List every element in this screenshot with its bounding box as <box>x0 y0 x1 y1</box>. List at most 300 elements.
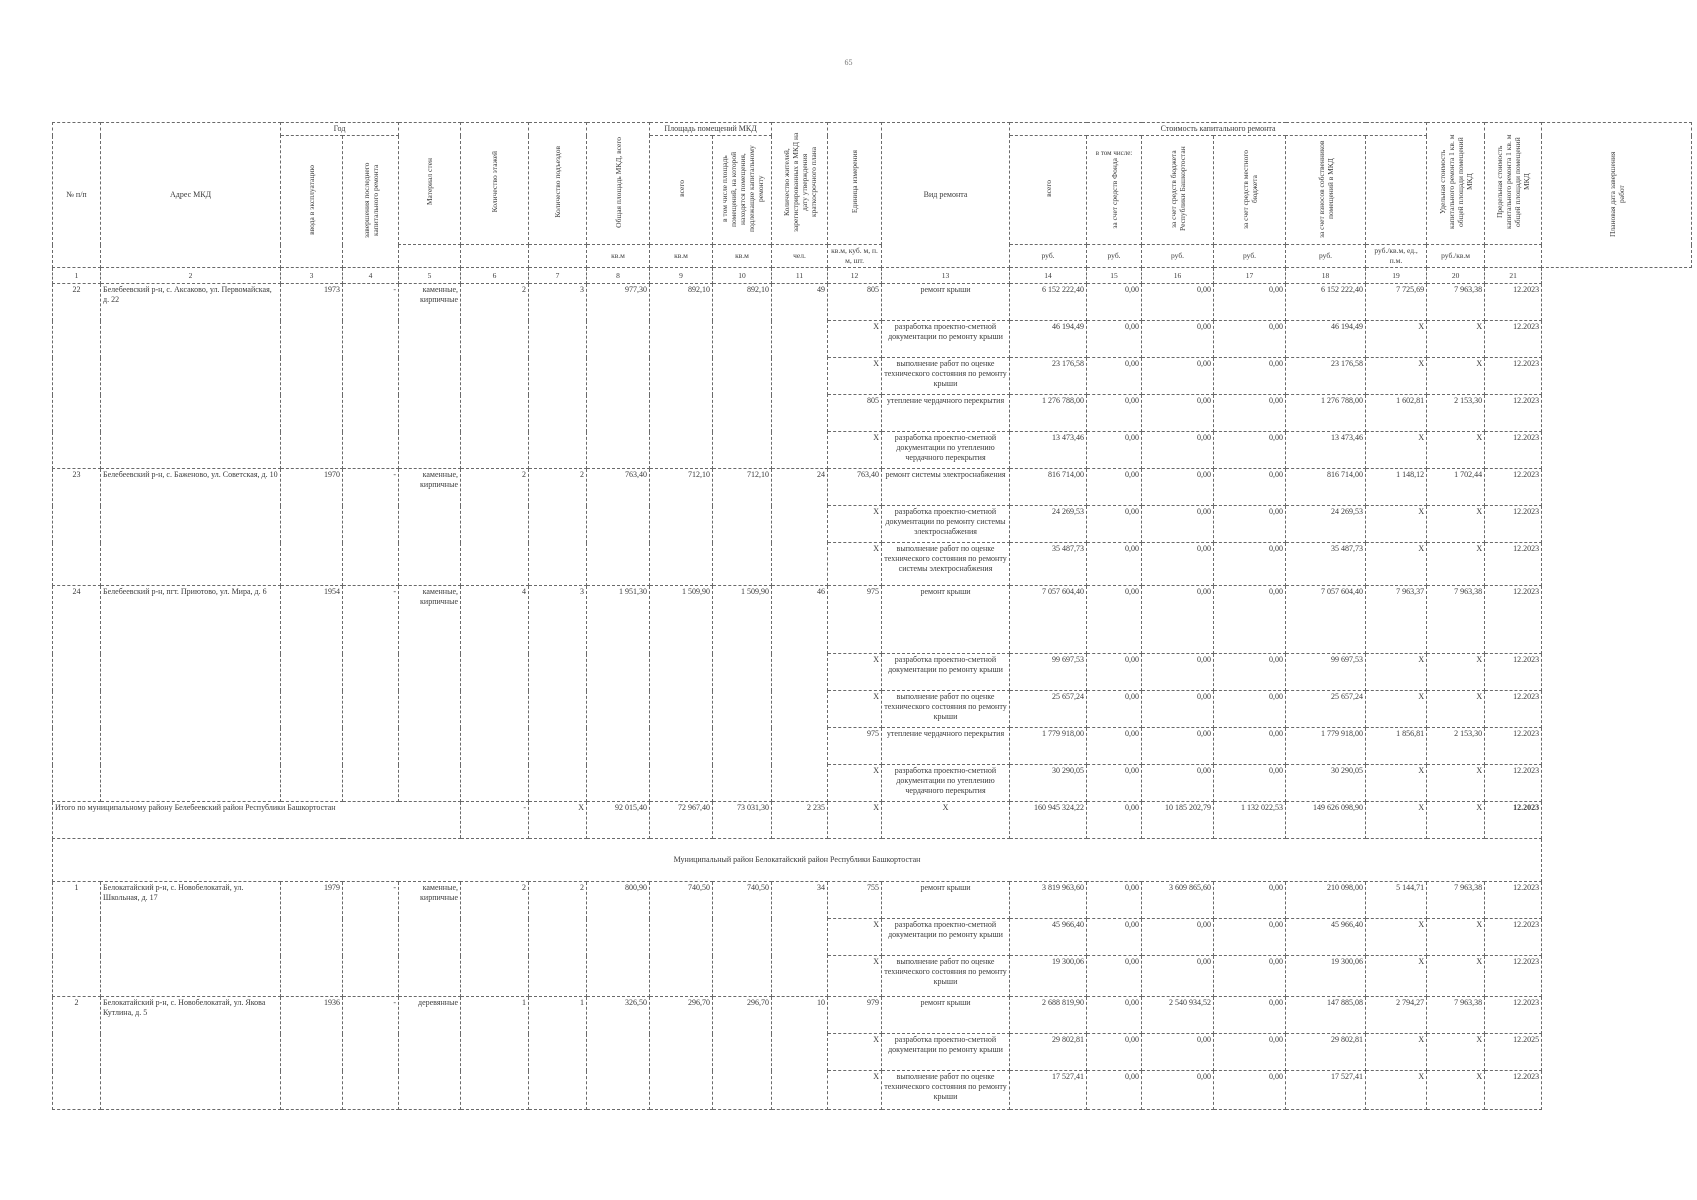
work-cost-fund: 0,00 <box>1087 956 1142 997</box>
work-deadline: 12.2025 <box>1485 1034 1542 1071</box>
work-cost-republic: 0,00 <box>1142 358 1214 395</box>
work-type: выполнение работ по оценке технического состояния по ремонту системы электроснабжения <box>882 543 1010 586</box>
work-type: утепление чердачного перекрытия <box>882 395 1010 432</box>
house-address: Белебеевский р-н, пгт. Приютово, ул. Мира, д. 6 <box>101 586 281 802</box>
total-unit: X <box>828 802 882 839</box>
house-residential-area: 712,10 <box>713 469 772 586</box>
house-entrances: 2 <box>529 469 587 586</box>
house-total-area: 1 951,30 <box>587 586 650 802</box>
unit-rub-fund: руб. <box>1087 245 1142 268</box>
house-residents: 24 <box>772 469 828 586</box>
work-cost-owners: 7 057 604,40 <box>1286 586 1366 654</box>
work-type: разработка проектно-сметной документации по утеплению чердачного перекрытия <box>882 432 1010 469</box>
work-deadline: 12.2023 <box>1485 919 1542 956</box>
col-header-limit-cost: Предельная стоимость капитального ремонта 1 кв. м общей площади помещений МКД <box>1485 123 1542 245</box>
total-cost-republic: 10 185 202,79 <box>1142 802 1214 839</box>
work-cost-owners: 147 885,08 <box>1286 997 1366 1034</box>
house-number: 22 <box>53 284 101 469</box>
house-number: 23 <box>53 469 101 586</box>
col-header-premises-total: всего <box>650 136 713 245</box>
work-cost-owners: 24 269,53 <box>1286 506 1366 543</box>
col-header-total-area: Общая площадь МКД, всего <box>587 123 650 245</box>
work-specific-cost: 2 794,27 <box>1366 997 1427 1034</box>
work-cost-owners: 45 966,40 <box>1286 919 1366 956</box>
house-repair-year: - <box>343 997 399 1110</box>
house-address: Белебеевский р-н, с. Аксаково, ул. Первомайская, д. 22 <box>101 284 281 469</box>
work-type: разработка проектно-сметной документации по ремонту системы электроснабжения <box>882 506 1010 543</box>
work-cost-fund: 0,00 <box>1087 358 1142 395</box>
work-deadline: 12.2023 <box>1485 956 1542 997</box>
house-entrances: 3 <box>529 284 587 469</box>
house-floors: 2 <box>461 469 529 586</box>
column-number: 12 <box>828 268 882 284</box>
work-deadline: 12.2023 <box>1485 321 1542 358</box>
work-cost-republic: 0,00 <box>1142 506 1214 543</box>
work-type: ремонт крыши <box>882 586 1010 654</box>
work-cost-total: 46 194,49 <box>1010 321 1087 358</box>
work-cost-owners: 1 276 788,00 <box>1286 395 1366 432</box>
column-number: 5 <box>399 268 461 284</box>
total-limit: X <box>1427 802 1485 839</box>
work-unit: 805 <box>828 395 882 432</box>
work-cost-owners: 17 527,41 <box>1286 1071 1366 1110</box>
work-type: ремонт крыши <box>882 284 1010 321</box>
work-deadline: 12.2023 <box>1485 1071 1542 1110</box>
work-deadline: 12.2023 <box>1485 997 1542 1034</box>
col-header-deadline: Плановая дата завершения работ <box>1542 123 1692 268</box>
header-row-1 <box>53 123 1692 136</box>
total-cost-local: 1 132 022,53 <box>1214 802 1286 839</box>
work-specific-cost: X <box>1366 765 1427 802</box>
column-number: 6 <box>461 268 529 284</box>
work-cost-fund: 0,00 <box>1087 586 1142 654</box>
work-limit-cost: X <box>1427 321 1485 358</box>
work-cost-fund: 0,00 <box>1087 469 1142 506</box>
work-cost-fund: 0,00 <box>1087 997 1142 1034</box>
house-address: Белокатайский р-н, с. Новобелокатай, ул. Якова Кутлина, д. 5 <box>101 997 281 1110</box>
table-row <box>53 586 1692 654</box>
work-cost-local: 0,00 <box>1214 1034 1286 1071</box>
work-specific-cost: X <box>1366 1071 1427 1110</box>
work-cost-fund: 0,00 <box>1087 919 1142 956</box>
work-limit-cost: X <box>1427 919 1485 956</box>
work-cost-total: 1 779 918,00 <box>1010 728 1087 765</box>
total-deadline: 12.2023 <box>1485 802 1542 839</box>
column-number: 9 <box>650 268 713 284</box>
total-floors: - <box>461 802 529 839</box>
unit-wall <box>399 245 461 268</box>
work-cost-owners: 25 657,24 <box>1286 691 1366 728</box>
col-header-year-repair: завершения последнего капитального ремонта <box>343 136 399 268</box>
work-cost-total: 35 487,73 <box>1010 543 1087 586</box>
section-row <box>53 839 1692 882</box>
work-cost-republic: 0,00 <box>1142 1034 1214 1071</box>
house-number: 1 <box>53 882 101 997</box>
work-cost-local: 0,00 <box>1214 765 1286 802</box>
house-residential-area: 892,10 <box>713 284 772 469</box>
work-unit: 763,40 <box>828 469 882 506</box>
col-header-premises-group: Площадь помещений МКД <box>650 123 772 136</box>
house-address: Белокатайский р-н, с. Новобелокатай, ул. Школьная, д. 17 <box>101 882 281 997</box>
work-cost-total: 30 290,05 <box>1010 765 1087 802</box>
work-unit: X <box>828 691 882 728</box>
work-deadline: 12.2023 <box>1485 691 1542 728</box>
house-year: 1936 <box>281 997 343 1110</box>
work-type: выполнение работ по оценке технического состояния по ремонту крыши <box>882 1071 1010 1110</box>
work-cost-total: 6 152 222,40 <box>1010 284 1087 321</box>
work-type: выполнение работ по оценке технического состояния по ремонту крыши <box>882 956 1010 997</box>
house-premises-area: 740,50 <box>650 882 713 997</box>
work-cost-owners: 1 779 918,00 <box>1286 728 1366 765</box>
work-specific-cost: 7 963,37 <box>1366 586 1427 654</box>
house-wall-material: каменные, кирпичные <box>399 469 461 586</box>
work-deadline: 12.2023 <box>1485 728 1542 765</box>
work-cost-fund: 0,00 <box>1087 765 1142 802</box>
house-residents: 49 <box>772 284 828 469</box>
work-cost-republic: 0,00 <box>1142 586 1214 654</box>
col-header-cost-group <box>1010 123 1427 136</box>
column-number: 3 <box>281 268 343 284</box>
total-premises-area: 72 967,40 <box>650 802 713 839</box>
col-header-floors: Количество этажей <box>461 123 529 245</box>
col-header-owners: за счет взносов собственников помещений в МКД <box>1286 136 1366 245</box>
work-cost-local: 0,00 <box>1214 956 1286 997</box>
work-limit-cost: X <box>1427 432 1485 469</box>
work-type: утепление чердачного перекрытия <box>882 728 1010 765</box>
work-specific-cost: X <box>1366 543 1427 586</box>
work-cost-local: 0,00 <box>1214 543 1286 586</box>
work-limit-cost: X <box>1427 765 1485 802</box>
work-specific-cost: 1 602,81 <box>1366 395 1427 432</box>
work-limit-cost: 7 963,38 <box>1427 586 1485 654</box>
table-row <box>53 882 1692 919</box>
work-cost-total: 3 819 963,60 <box>1010 882 1087 919</box>
column-number: 17 <box>1214 268 1286 284</box>
column-number: 15 <box>1087 268 1142 284</box>
work-cost-total: 25 657,24 <box>1010 691 1087 728</box>
work-cost-total: 29 802,81 <box>1010 1034 1087 1071</box>
column-number-row <box>53 268 1692 284</box>
total-specific: X <box>1366 802 1427 839</box>
work-unit: X <box>828 506 882 543</box>
work-cost-fund: 0,00 <box>1087 728 1142 765</box>
col-header-local: за счет средств местного бюджета <box>1214 136 1286 245</box>
table-row <box>53 997 1692 1034</box>
work-cost-republic: 0,00 <box>1142 395 1214 432</box>
house-wall-material: деревянные <box>399 997 461 1110</box>
work-cost-republic: 0,00 <box>1142 284 1214 321</box>
house-premises-area: 296,70 <box>650 997 713 1110</box>
incl-label: в том числе: <box>1095 149 1133 158</box>
work-unit: 805 <box>828 284 882 321</box>
work-unit: 755 <box>828 882 882 919</box>
work-unit: X <box>828 1071 882 1110</box>
house-repair-year: - <box>343 284 399 469</box>
work-specific-cost: 1 856,81 <box>1366 728 1427 765</box>
house-address: Белебеевский р-н, с. Баженово, ул. Советская, д. 10 <box>101 469 281 586</box>
column-number: 7 <box>529 268 587 284</box>
work-specific-cost: X <box>1366 956 1427 997</box>
column-number: 18 <box>1286 268 1366 284</box>
work-cost-total: 99 697,53 <box>1010 654 1087 691</box>
work-cost-local: 0,00 <box>1214 1071 1286 1110</box>
work-cost-total: 17 527,41 <box>1010 1071 1087 1110</box>
work-deadline: 12.2023 <box>1485 586 1542 654</box>
work-unit: X <box>828 321 882 358</box>
work-limit-cost: X <box>1427 691 1485 728</box>
work-cost-local: 0,00 <box>1214 506 1286 543</box>
work-cost-fund: 0,00 <box>1087 882 1142 919</box>
column-number: 2 <box>101 268 281 284</box>
work-cost-fund: 0,00 <box>1087 506 1142 543</box>
work-cost-total: 24 269,53 <box>1010 506 1087 543</box>
column-number: 16 <box>1142 268 1214 284</box>
work-unit: X <box>828 1034 882 1071</box>
table-row <box>53 284 1692 321</box>
column-number: 4 <box>343 268 399 284</box>
work-cost-total: 1 276 788,00 <box>1010 395 1087 432</box>
work-cost-republic: 0,00 <box>1142 469 1214 506</box>
work-cost-fund: 0,00 <box>1087 654 1142 691</box>
work-type: разработка проектно-сметной документации по ремонту крыши <box>882 919 1010 956</box>
unit-rub-specific: руб./кв.м, ед., п.м. <box>1366 245 1427 268</box>
work-unit: 975 <box>828 586 882 654</box>
work-cost-republic: 0,00 <box>1142 956 1214 997</box>
work-limit-cost: 7 963,38 <box>1427 284 1485 321</box>
house-total-area: 977,30 <box>587 284 650 469</box>
work-specific-cost: X <box>1366 321 1427 358</box>
house-premises-area: 892,10 <box>650 284 713 469</box>
work-type: разработка проектно-сметной документации по ремонту крыши <box>882 1034 1010 1071</box>
work-cost-fund: 0,00 <box>1087 321 1142 358</box>
work-deadline: 12.2023 <box>1485 395 1542 432</box>
unit-area-premises: кв.м <box>650 245 713 268</box>
house-floors: 1 <box>461 997 529 1110</box>
work-cost-owners: 19 300,06 <box>1286 956 1366 997</box>
house-entrances: 1 <box>529 997 587 1110</box>
work-specific-cost: X <box>1366 506 1427 543</box>
work-deadline: 12.2023 <box>1485 432 1542 469</box>
work-cost-republic: 3 609 865,60 <box>1142 882 1214 919</box>
work-cost-local: 0,00 <box>1214 469 1286 506</box>
house-year: 1970 <box>281 469 343 586</box>
unit-rub-owners: руб. <box>1286 245 1366 268</box>
house-wall-material: каменные, кирпичные <box>399 284 461 469</box>
col-header-repair-type: Вид ремонта <box>882 123 1010 268</box>
house-floors: 2 <box>461 284 529 469</box>
work-type: выполнение работ по оценке технического состояния по ремонту крыши <box>882 691 1010 728</box>
work-specific-cost: X <box>1366 1034 1427 1071</box>
col-header-premises-residential: в том числе площадь помещений, на которой находятся помещения, подлежащие капитальному ремонту <box>713 136 772 245</box>
column-number: 14 <box>1010 268 1087 284</box>
work-specific-cost: 7 725,69 <box>1366 284 1427 321</box>
work-cost-fund: 0,00 <box>1087 1034 1142 1071</box>
house-premises-area: 712,10 <box>650 469 713 586</box>
work-unit: X <box>828 543 882 586</box>
work-cost-fund: 0,00 <box>1087 432 1142 469</box>
work-cost-owners: 29 802,81 <box>1286 1034 1366 1071</box>
total-label: Итого по муниципальному району Белебеевский район Республики Башкортостан <box>53 802 461 839</box>
work-limit-cost: 7 963,38 <box>1427 882 1485 919</box>
work-cost-owners: 23 176,58 <box>1286 358 1366 395</box>
work-cost-owners: 30 290,05 <box>1286 765 1366 802</box>
column-number: 20 <box>1427 268 1485 284</box>
house-entrances: 2 <box>529 882 587 997</box>
house-total-area: 763,40 <box>587 469 650 586</box>
work-cost-fund: 0,00 <box>1087 1071 1142 1110</box>
house-repair-year: - <box>343 469 399 586</box>
column-number: 8 <box>587 268 650 284</box>
work-cost-republic: 0,00 <box>1142 321 1214 358</box>
table-row <box>53 469 1692 506</box>
work-limit-cost: X <box>1427 543 1485 586</box>
unit-rub-local: руб. <box>1214 245 1286 268</box>
work-deadline: 12.2023 <box>1485 506 1542 543</box>
work-unit: X <box>828 654 882 691</box>
col-header-cost-total: всего <box>1010 136 1087 245</box>
unit-rub-total: руб. <box>1010 245 1087 268</box>
work-cost-total: 13 473,46 <box>1010 432 1087 469</box>
column-number: 1 <box>53 268 101 284</box>
work-cost-local: 0,00 <box>1214 358 1286 395</box>
house-wall-material: каменные, кирпичные <box>399 586 461 802</box>
work-specific-cost: 5 144,71 <box>1366 882 1427 919</box>
work-deadline: 12.2023 <box>1485 543 1542 586</box>
column-number: 10 <box>713 268 772 284</box>
work-cost-republic: 0,00 <box>1142 728 1214 765</box>
work-cost-republic: 2 540 934,52 <box>1142 997 1214 1034</box>
work-limit-cost: X <box>1427 1071 1485 1110</box>
work-type: разработка проектно-сметной документации по ремонту крыши <box>882 654 1010 691</box>
work-cost-fund: 0,00 <box>1087 395 1142 432</box>
work-cost-local: 0,00 <box>1214 919 1286 956</box>
work-unit: X <box>828 765 882 802</box>
work-type: выполнение работ по оценке технического состояния по ремонту крыши <box>882 358 1010 395</box>
house-floors: 2 <box>461 882 529 997</box>
work-limit-cost: 2 153,30 <box>1427 728 1485 765</box>
work-limit-cost: X <box>1427 506 1485 543</box>
house-residents: 34 <box>772 882 828 997</box>
work-unit: X <box>828 432 882 469</box>
house-residents: 46 <box>772 586 828 802</box>
house-repair-year: - <box>343 586 399 802</box>
total-residential-area: 73 031,30 <box>713 802 772 839</box>
work-type: ремонт крыши <box>882 997 1010 1034</box>
work-limit-cost: 7 963,38 <box>1427 997 1485 1034</box>
work-cost-republic: 0,00 <box>1142 919 1214 956</box>
work-deadline: 12.2023 <box>1485 358 1542 395</box>
cost-group-label: Стоимость капитального ремонта <box>1160 124 1276 133</box>
work-cost-owners: 13 473,46 <box>1286 432 1366 469</box>
work-cost-fund: 0,00 <box>1087 284 1142 321</box>
work-type: разработка проектно-сметной документации по утеплению чердачного перекрытия <box>882 765 1010 802</box>
house-residential-area: 1 509,90 <box>713 586 772 802</box>
house-year: 1973 <box>281 284 343 469</box>
total-cost-owners: 149 626 098,90 <box>1286 802 1366 839</box>
unit-rub-republic: руб. <box>1142 245 1214 268</box>
work-cost-owners: 35 487,73 <box>1286 543 1366 586</box>
col-header-wall-material: Материал стен <box>399 123 461 245</box>
house-year: 1979 <box>281 882 343 997</box>
work-type: ремонт системы электроснабжения <box>882 469 1010 506</box>
work-deadline: 12.2023 <box>1485 654 1542 691</box>
house-year: 1954 <box>281 586 343 802</box>
work-cost-owners: 46 194,49 <box>1286 321 1366 358</box>
unit-people: чел. <box>772 245 828 268</box>
house-floors: 4 <box>461 586 529 802</box>
work-cost-local: 0,00 <box>1214 997 1286 1034</box>
col-header-specific-cost: Удельная стоимость капитального ремонта 1 кв. м общей площади помещений МКД <box>1427 123 1485 245</box>
unit-area-total: кв.м <box>587 245 650 268</box>
col-header-entrances: Количество подъездов <box>529 123 587 245</box>
work-specific-cost: X <box>1366 358 1427 395</box>
total-entrances: X <box>529 802 587 839</box>
total-area: 92 015,40 <box>587 802 650 839</box>
work-unit: X <box>828 358 882 395</box>
work-cost-local: 0,00 <box>1214 882 1286 919</box>
col-header-address: Адрес МКД <box>101 123 281 268</box>
total-type: X <box>882 802 1010 839</box>
work-cost-total: 2 688 819,90 <box>1010 997 1087 1034</box>
column-number: 13 <box>882 268 1010 284</box>
unit-entrances <box>529 245 587 268</box>
work-specific-cost: X <box>1366 432 1427 469</box>
house-residents: 10 <box>772 997 828 1110</box>
work-unit: X <box>828 919 882 956</box>
work-limit-cost: 1 702,44 <box>1427 469 1485 506</box>
house-number: 2 <box>53 997 101 1110</box>
work-cost-total: 19 300,06 <box>1010 956 1087 997</box>
work-cost-local: 0,00 <box>1214 728 1286 765</box>
col-header-unit: Единица измерения <box>828 123 882 245</box>
work-unit: X <box>828 956 882 997</box>
work-limit-cost: 2 153,30 <box>1427 395 1485 432</box>
col-header-residents: Количество жителей, зарегистрированных в МКД на дату утверждения краткосрочного плана <box>772 123 828 245</box>
col-header-year-group: Год <box>281 123 399 136</box>
column-number: 19 <box>1366 268 1427 284</box>
work-cost-local: 0,00 <box>1214 586 1286 654</box>
work-cost-local: 0,00 <box>1214 654 1286 691</box>
house-premises-area: 1 509,90 <box>650 586 713 802</box>
work-specific-cost: X <box>1366 691 1427 728</box>
work-deadline: 12.2023 <box>1485 765 1542 802</box>
work-specific-cost: X <box>1366 654 1427 691</box>
work-cost-local: 0,00 <box>1214 321 1286 358</box>
column-number: 11 <box>772 268 828 284</box>
work-type: ремонт крыши <box>882 882 1010 919</box>
work-cost-total: 45 966,40 <box>1010 919 1087 956</box>
work-cost-fund: 0,00 <box>1087 691 1142 728</box>
work-cost-republic: 0,00 <box>1142 1071 1214 1110</box>
work-cost-republic: 0,00 <box>1142 765 1214 802</box>
house-entrances: 3 <box>529 586 587 802</box>
work-specific-cost: 1 148,12 <box>1366 469 1427 506</box>
house-residential-area: 740,50 <box>713 882 772 997</box>
work-type: разработка проектно-сметной документации по ремонту крыши <box>882 321 1010 358</box>
house-number: 24 <box>53 586 101 802</box>
work-cost-owners: 816 714,00 <box>1286 469 1366 506</box>
work-unit: 975 <box>828 728 882 765</box>
work-cost-local: 0,00 <box>1214 432 1286 469</box>
work-cost-total: 23 176,58 <box>1010 358 1087 395</box>
unit-rub-limit: руб./кв.м <box>1427 245 1485 268</box>
col-header-republic: за счет средств бюджета Республики Башкортостан <box>1142 136 1214 245</box>
total-residents: 2 235 <box>772 802 828 839</box>
work-cost-total: 816 714,00 <box>1010 469 1087 506</box>
house-total-area: 800,90 <box>587 882 650 997</box>
house-repair-year: - <box>343 882 399 997</box>
work-cost-local: 0,00 <box>1214 284 1286 321</box>
